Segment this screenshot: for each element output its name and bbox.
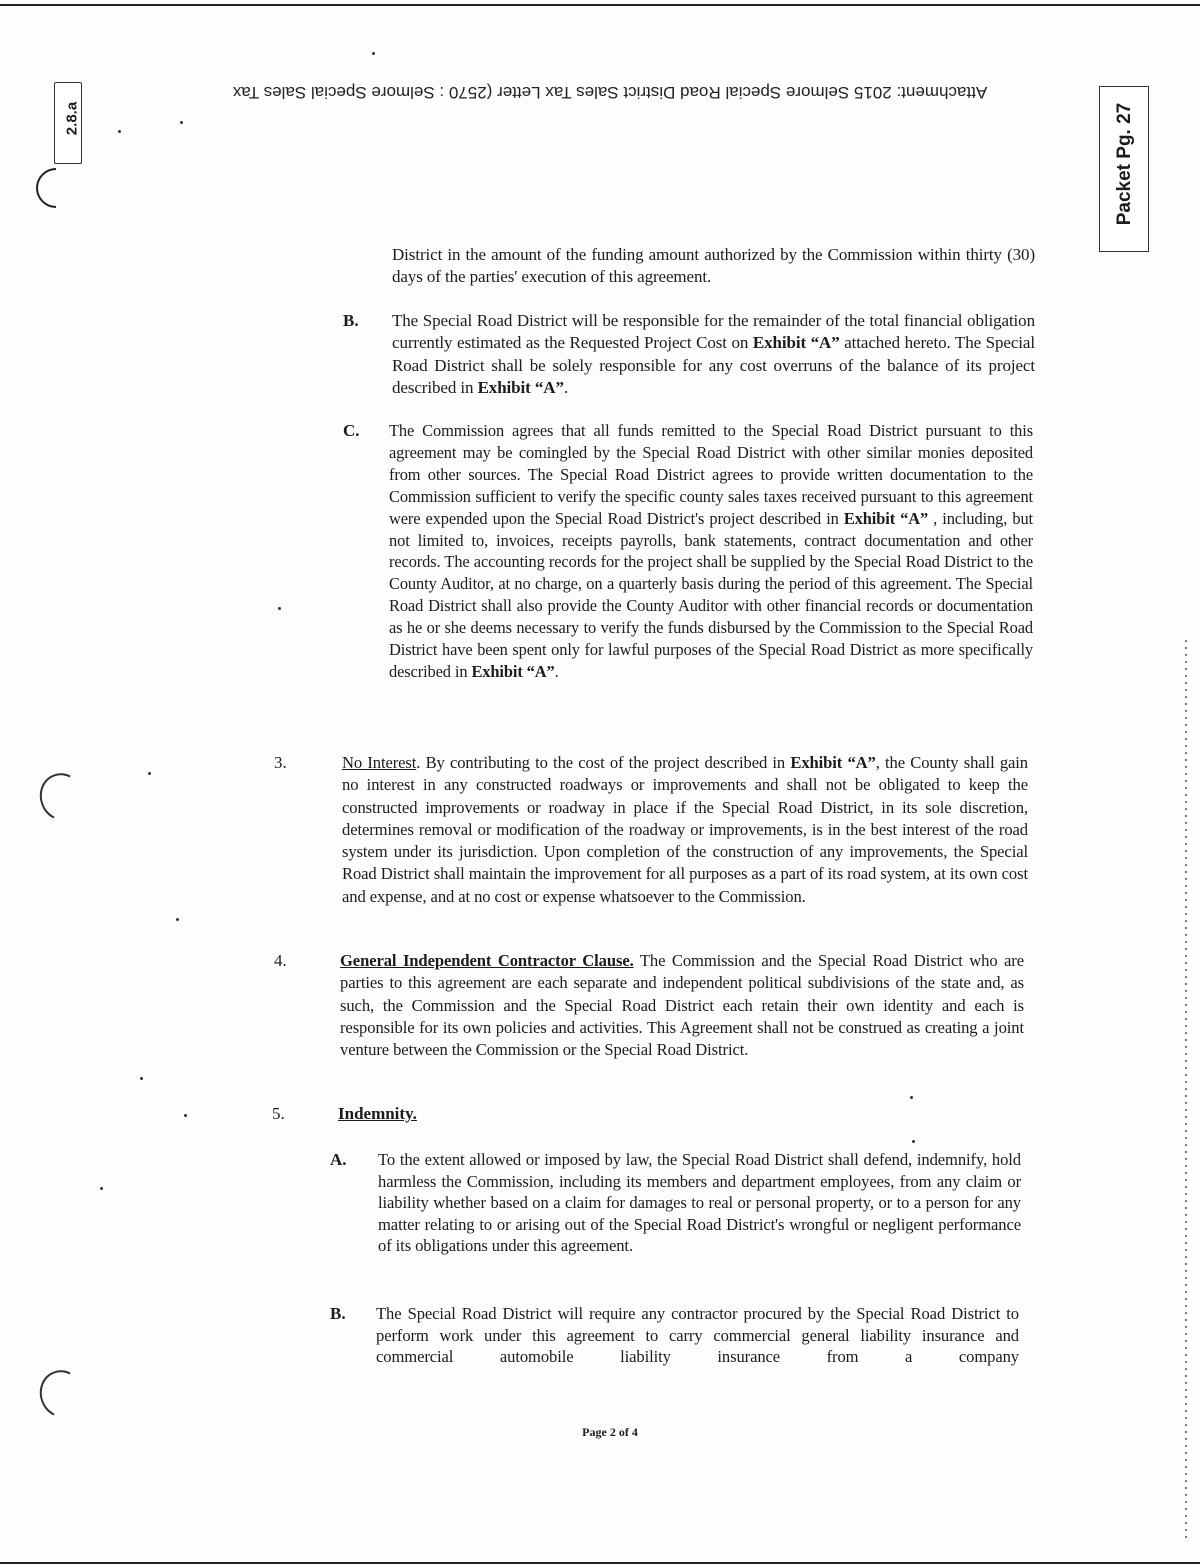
packet-page-label: Packet Pg. 27 [1114, 102, 1135, 226]
subsection-2c-text [389, 420, 1033, 683]
section-number: 4. [274, 951, 287, 970]
exhibit-reference: Exhibit “A” [752, 333, 840, 353]
text-run: The Special Road District will be responsible for the remainder of the total financial obligation currently estimated as the Requested Project Cost on [392, 311, 1035, 353]
binder-hole-mark [33, 767, 91, 827]
exhibit-reference: Exhibit “A” [790, 753, 876, 772]
packet-page-stamp [1099, 86, 1149, 252]
scan-speck [910, 1096, 913, 1099]
scan-speck [184, 1114, 187, 1117]
section-number: 5. [272, 1104, 285, 1123]
text-run: . [554, 661, 559, 681]
text-run: . [563, 377, 569, 397]
scan-speck [278, 607, 281, 610]
page-number: Page 2 of 4 [582, 1425, 638, 1439]
scan-speck [148, 772, 151, 775]
binder-hole-mark [33, 1364, 91, 1424]
text-run: , including, but not limited to, invoices, receipts payrolls, bank statements, contract documentation and other records. The accounting records for the project shall be supplied by the Special Road District to the County Auditor, at no charge, on a quarterly basis during the period of this agreement. The Special Road District shall also provide the County Auditor with other financial records or documentation as he or she deems necessary to verify the funds disbursed by the Commission to the Special Road District have been spent only for lawful purposes of the Special Road District as more specifically described in [389, 508, 1033, 681]
section-number: 3. [274, 753, 287, 772]
subsection-label: B. [330, 1304, 346, 1323]
scan-speck [118, 130, 121, 133]
agenda-item-tag-label: 2.8.a [63, 101, 81, 136]
scan-speck [912, 1140, 915, 1143]
text-run: The Commission agrees that all funds remitted to the Special Road District pursuant to this agreement may be comingled by the Special Road District with other similar monies deposited from other sources. The Special Road District agrees to provide written documentation to the Commission sufficient to verify the specific county sales taxes received pursuant to this agreement were expended upon the Special Road District's project described in [389, 421, 1033, 528]
top-border-line [0, 4, 1200, 6]
section-4-text [340, 950, 1024, 1061]
scan-speck [372, 52, 375, 55]
scan-speck [180, 121, 183, 124]
text-run: . By contributing to the cost of the project described in [416, 753, 791, 772]
section-heading: General Independent Contractor Clause. [340, 951, 634, 970]
exhibit-reference: Exhibit “A” [843, 508, 929, 528]
exhibit-reference: Exhibit “A” [471, 661, 555, 681]
section-heading: Indemnity. [338, 1104, 417, 1123]
section-3-text [342, 752, 1028, 908]
text-run: , the County shall gain no interest in any constructed roadways or improvements and shall not be obligated to keep the constructed improvements or roadway in place if the Special Road District, in its sole discretion, determines removal or modification of the roadway or improvements, is in the best interest of the road system under its jurisdiction. Upon completion of the construction of any improvements, the Special Road District shall maintain the improvement for all purposes as a part of its road system, at its own cost and expense, and at no cost or expense whatsoever to the Commission. [342, 753, 1028, 906]
text-run: The Commission and the Special Road District who are parties to this agreement are each separate and independent political subdivisions of the state and, as such, the Commission and the Special Road District each retain their own identity and each is responsible for its own policies and activities. This Agreement shall not be construed as creating a joint venture between the Commission or the Special Road District. [340, 951, 1024, 1060]
bottom-border-line [0, 1562, 1200, 1564]
paragraph-continuation: District in the amount of the funding amount authorized by the Commission within thirty (30) days of the parties' execution of this agreement. [392, 245, 1035, 287]
scan-speck [176, 918, 179, 921]
binder-hole-mark [28, 160, 85, 217]
attachment-header-inverted: Attachment: 2015 Selmore Special Road District Sales Tax Letter (2570 : Selmore Special Sales Tax [232, 83, 988, 102]
exhibit-reference: Exhibit “A” [477, 377, 564, 397]
scan-speck [140, 1077, 143, 1080]
text-run: attached hereto. The Special Road District shall be solely responsible for any cost overruns of the balance of its project described in [392, 333, 1035, 397]
subsection-5b-text: The Special Road District will require any contractor procured by the Special Road District to perform work under this agreement to carry commercial general liability insurance and commercial automobile liability insurance from a company [376, 1304, 1019, 1367]
scan-speck [100, 1187, 103, 1190]
subsection-2b-text [392, 310, 1035, 399]
subsection-label: A. [330, 1150, 347, 1169]
agenda-item-tag [32, 82, 82, 200]
scan-edge-artifact [1185, 640, 1187, 1540]
subsection-label: B. [343, 311, 359, 330]
section-heading: No Interest [342, 753, 417, 772]
subsection-label: C. [343, 421, 360, 440]
subsection-5a-text: To the extent allowed or imposed by law, the Special Road District shall defend, indemnify, hold harmless the Commission, including its members and department employees, from any claim or liability whether based on a claim for damages to real or personal property, or to a person for any matter relating to or arising out of the Special Road District's wrongful or negligent performance of its obligations under this agreement. [378, 1150, 1021, 1256]
